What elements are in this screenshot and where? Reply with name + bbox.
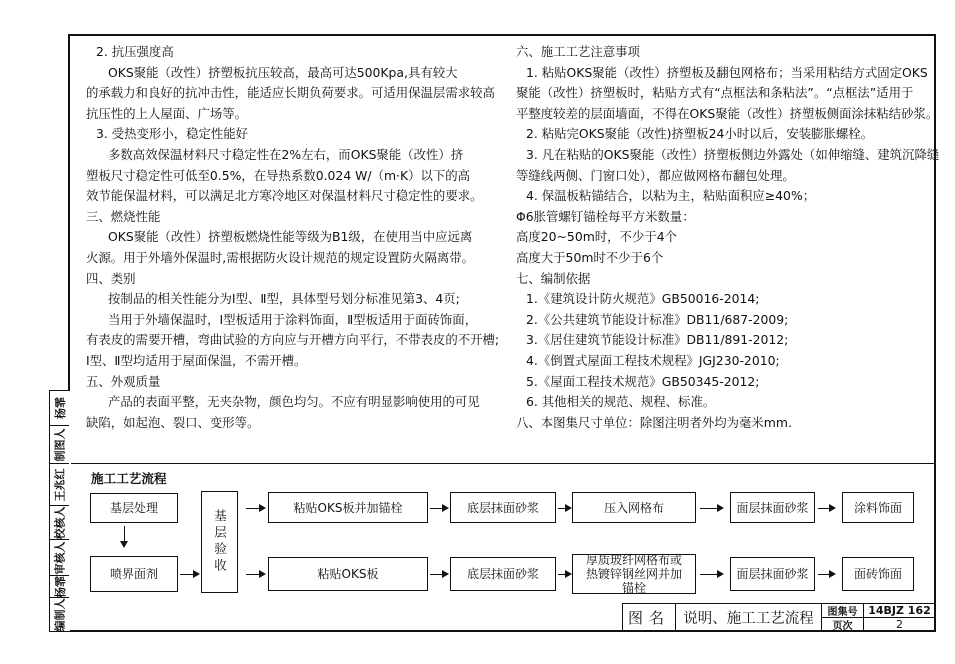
drawing-title: 说明、施工工艺流程 (676, 604, 822, 631)
flow-step (572, 554, 696, 594)
arrow-down (124, 526, 125, 546)
flow-step-base-inspection (201, 491, 238, 593)
atlas-label: 图集号 (822, 604, 864, 618)
flow-step (572, 492, 696, 523)
sidebar-text: 审核人 (53, 541, 67, 574)
flow-step-label: 涂料饰面 (853, 500, 902, 515)
flow-step-label: 基层验收 (212, 509, 228, 575)
text-line: 等缝线两侧、门窗口处），都应做网格布翻包处理。 (516, 167, 795, 183)
flow-step (730, 492, 815, 523)
arrow-right (818, 574, 834, 575)
text-line: OKS聚能（改性）挤塑板燃烧性能等级为B1级，在使用当中应远离 (108, 229, 473, 245)
flow-title: 施工工艺流程 (91, 471, 167, 486)
flow-step-label: 面层抹面砂浆 (736, 500, 809, 515)
text-line: 2. 粘贴完OKS聚能（改性)挤塑板24小时以后，安装膨胀螺栓。 (526, 126, 874, 142)
text-line: 当用于外墙保温时，Ⅰ型板适用于涂料饰面，Ⅱ型板适用于面砖饰面， (108, 311, 478, 327)
text-line: 六、施工工艺注意事项 (516, 44, 640, 59)
flow-step-label: 粘贴OKS板并加锚栓 (293, 500, 403, 515)
text-line: OKS聚能（改性）挤塑板抗压较高，最高可达500Kpa,具有较大 (108, 64, 458, 80)
sidebar-text: 杨霏 (53, 575, 67, 598)
arrow-right (246, 508, 264, 509)
arrow-right (430, 574, 447, 575)
arrow-right (818, 508, 834, 509)
text-line: 4.《倒置式屋面工程技术规程》JGJ230-2010; (526, 352, 780, 368)
text-line: 按制品的相关性能分为Ⅰ型、Ⅱ型，具体型号划分标准见第3、4页; (108, 291, 460, 307)
right-text-column (516, 42, 939, 433)
flow-step (268, 557, 428, 591)
flow-step-label: 基层处理 (109, 501, 158, 515)
flow-step-label: 压入网格布 (603, 500, 664, 515)
flow-step (842, 492, 914, 523)
text-line: 3. 凡在粘贴的OKS聚能（改性）挤塑板侧边外露处（如伸缩缝、建筑沉降缝 (526, 146, 940, 162)
flow-step-label: 面层抹面砂浆 (736, 567, 809, 581)
flow-step-label: 厚质玻纤网格布或热镀锌钢丝网并加锚栓 (585, 553, 682, 595)
flow-step-label: 粘贴OKS板 (317, 567, 379, 581)
sidebar-cell (50, 576, 69, 598)
flow-step (730, 557, 815, 591)
flow-step (842, 557, 914, 591)
flow-step-label: 底层抹面砂浆 (466, 567, 539, 581)
text-line: 高度20~50m时，不少于4个 (516, 229, 677, 245)
flow-step (450, 557, 556, 591)
text-line: 6. 其他相关的规范、规程、标准。 (526, 394, 716, 410)
flow-step (450, 492, 556, 523)
sidebar-text: 王兆红 (53, 468, 67, 501)
text-line: 五、外观质量 (86, 373, 161, 389)
sidebar-cell (50, 391, 69, 426)
text-line: 4. 保温板粘锚结合，以粘为主，粘贴面积应≥40%； (526, 188, 816, 204)
text-line: 多数高效保温材料尺寸稳定性在2%左右，而OKS聚能（改性）挤 (108, 146, 464, 162)
text-line: 1. 粘贴OKS聚能（改性）挤塑板及翻包网格布；当采用粘结方式固定OKS (526, 64, 928, 80)
flow-step-base-treatment (90, 493, 178, 523)
text-line: 平整度较差的层面墙面，不得在OKS聚能（改性）挤塑板侧面涂抹粘结砂浆。 (516, 105, 939, 121)
text-line: 的承载力和良好的抗冲击性，能适应长期负荷要求。可适用保温层需求较高 (86, 85, 495, 101)
text-line: 2. 抗压强度高 (96, 44, 174, 59)
text-line: 聚能（改性）挤塑板时，粘贴方式有“点框法和条粘法”。“点框法”适用于 (516, 85, 914, 101)
atlas-number: 14BJZ 162 (864, 604, 935, 618)
text-line: 七、编制依据 (516, 270, 591, 286)
sidebar-cell (50, 506, 69, 540)
page-label: 页次 (822, 618, 864, 631)
flow-step-label: 喷界面剂 (109, 567, 158, 581)
sidebar-text: 制图人 (53, 428, 67, 461)
text-line: 火源。用于外墙外保温时,需根据防火设计规范的规定设置防火隔离带。 (86, 249, 475, 265)
sidebar-text: 杨霏 (53, 397, 67, 419)
text-line: Ⅰ型、Ⅱ型均适用于屋面保温，不需开槽。 (86, 352, 307, 368)
text-line: 产品的表面平整，无夹杂物，颜色均匀。不应有明显影响使用的可见 (108, 394, 480, 410)
text-line: 3. 受热变形小，稳定性能好 (96, 126, 249, 142)
sidebar-cell (50, 540, 69, 576)
text-line: 缺陷，如起泡、裂口、变形等。 (86, 414, 260, 430)
arrow-right (180, 574, 198, 575)
title-label: 图名 (623, 604, 676, 631)
arrow-right (246, 574, 264, 575)
arrow-right (558, 574, 570, 575)
text-line: 有表皮的需要开槽，弯曲试验的方向应与开槽方向平行，不带表皮的不开槽; (86, 332, 500, 348)
text-line: 1.《建筑设计防火规范》GB50016-2014; (526, 291, 760, 307)
text-line: Φ6胀管螺钉锚栓每平方米数量： (516, 208, 695, 224)
text-line: 塑板尺寸稳定性可低至0.5%，在导热系数0.024 W/（m·K）以下的高 (86, 167, 471, 183)
flow-step-label: 面砖饰面 (853, 567, 902, 581)
sidebar-cell (50, 598, 69, 631)
left-text-column (86, 42, 499, 433)
arrow-right (700, 574, 722, 575)
text-line: 效节能保温材料，可以满足北方寒冷地区对保温材料尺寸稳定性的要求。 (86, 188, 483, 204)
flow-step (268, 492, 428, 523)
text-line: 抗压性的上人屋面、广场等。 (86, 105, 248, 121)
sidebar-text: 编制人 (53, 598, 67, 631)
title-block (622, 603, 936, 632)
text-line: 5.《屋面工程技术规范》GB50345-2012; (526, 373, 760, 389)
signature-strip (49, 390, 70, 632)
text-line: 3.《居住建筑节能设计标准》DB11/891-2012; (526, 332, 789, 348)
arrow-right (700, 508, 722, 509)
sidebar-text: 校核人 (53, 506, 67, 539)
arrow-right (430, 508, 447, 509)
arrow-right (558, 508, 570, 509)
sidebar-cell (50, 464, 69, 506)
text-line: 四、类别 (86, 270, 136, 286)
page-number: 2 (896, 618, 903, 631)
sidebar-cell (50, 426, 69, 464)
text-line: 高度大于50m时不少于6个 (516, 249, 664, 265)
text-line: 2.《公共建筑节能设计标准》DB11/687-2009; (526, 311, 789, 327)
flow-step-label: 底层抹面砂浆 (466, 500, 539, 515)
flow-step-spray-agent (90, 556, 178, 592)
text-line: 三、燃烧性能 (86, 208, 161, 224)
text-line: 八、本图集尺寸单位：除图注明者外均为毫米mm. (516, 414, 792, 430)
